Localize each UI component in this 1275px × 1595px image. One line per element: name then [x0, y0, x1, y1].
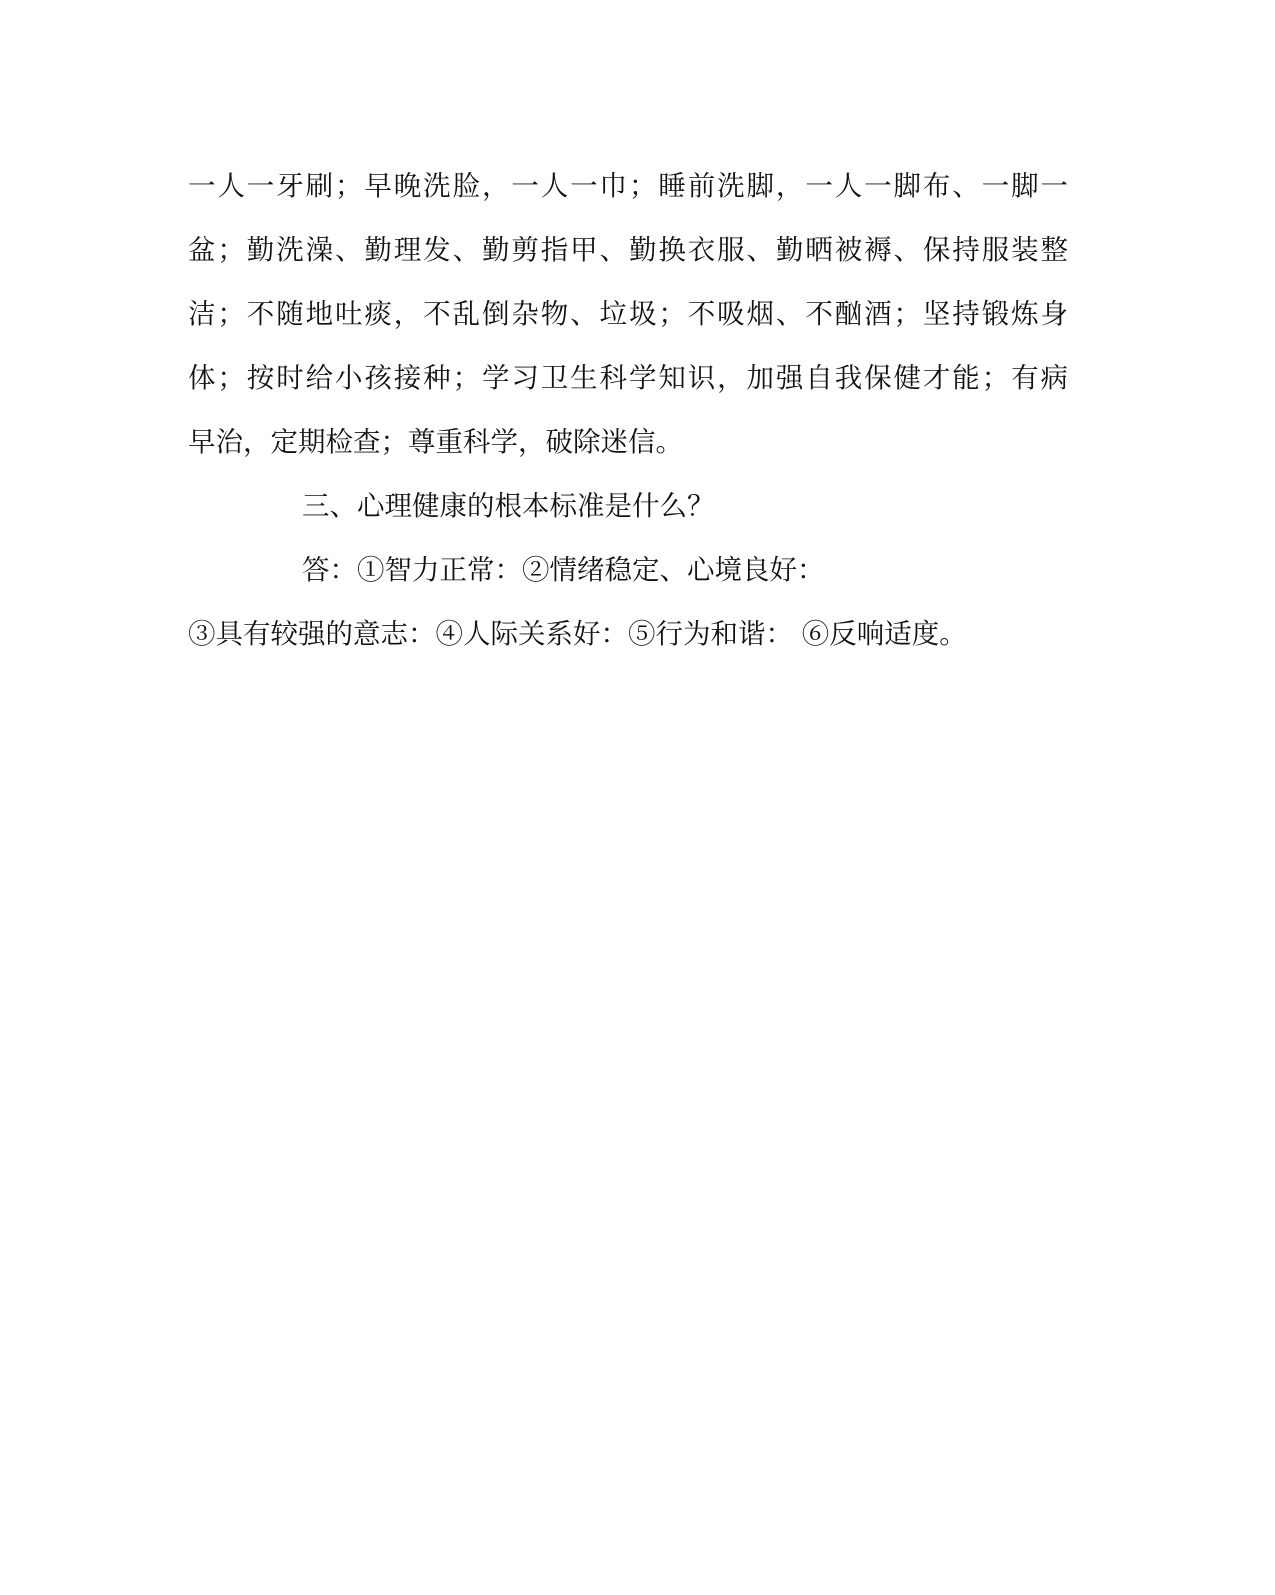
- health-habits-paragraph: [188, 160, 1068, 480]
- paragraph-line: 盆；勤洗澡、勤理发、勤剪指甲、勤换衣服、勤晒被褥、保持服装整: [188, 234, 1068, 266]
- paragraph-line: 早治，定期检查；尊重科学，破除迷信。: [188, 426, 683, 458]
- paragraph-line: 洁；不随地吐痰，不乱倒杂物、垃圾；不吸烟、不酗酒；坚持锻炼身: [188, 298, 1068, 330]
- paragraph-line: 体；按时给小孩接种；学习卫生科学知识，加强自我保健才能；有病: [188, 362, 1068, 394]
- document-body: [188, 160, 1068, 672]
- question-heading: 三、心理健康的根本标准是什么？: [302, 490, 715, 522]
- answer-line: 答：①智力正常：②情绪稳定、心境良好：: [302, 554, 825, 586]
- answer-line: ③具有较强的意志：④人际关系好：⑤行为和谐： ⑥反响适度。: [188, 618, 967, 650]
- answer-block: [188, 544, 1068, 672]
- paragraph-line: 一人一牙刷；早晚洗脸，一人一巾；睡前洗脚，一人一脚布、一脚一: [188, 170, 1068, 202]
